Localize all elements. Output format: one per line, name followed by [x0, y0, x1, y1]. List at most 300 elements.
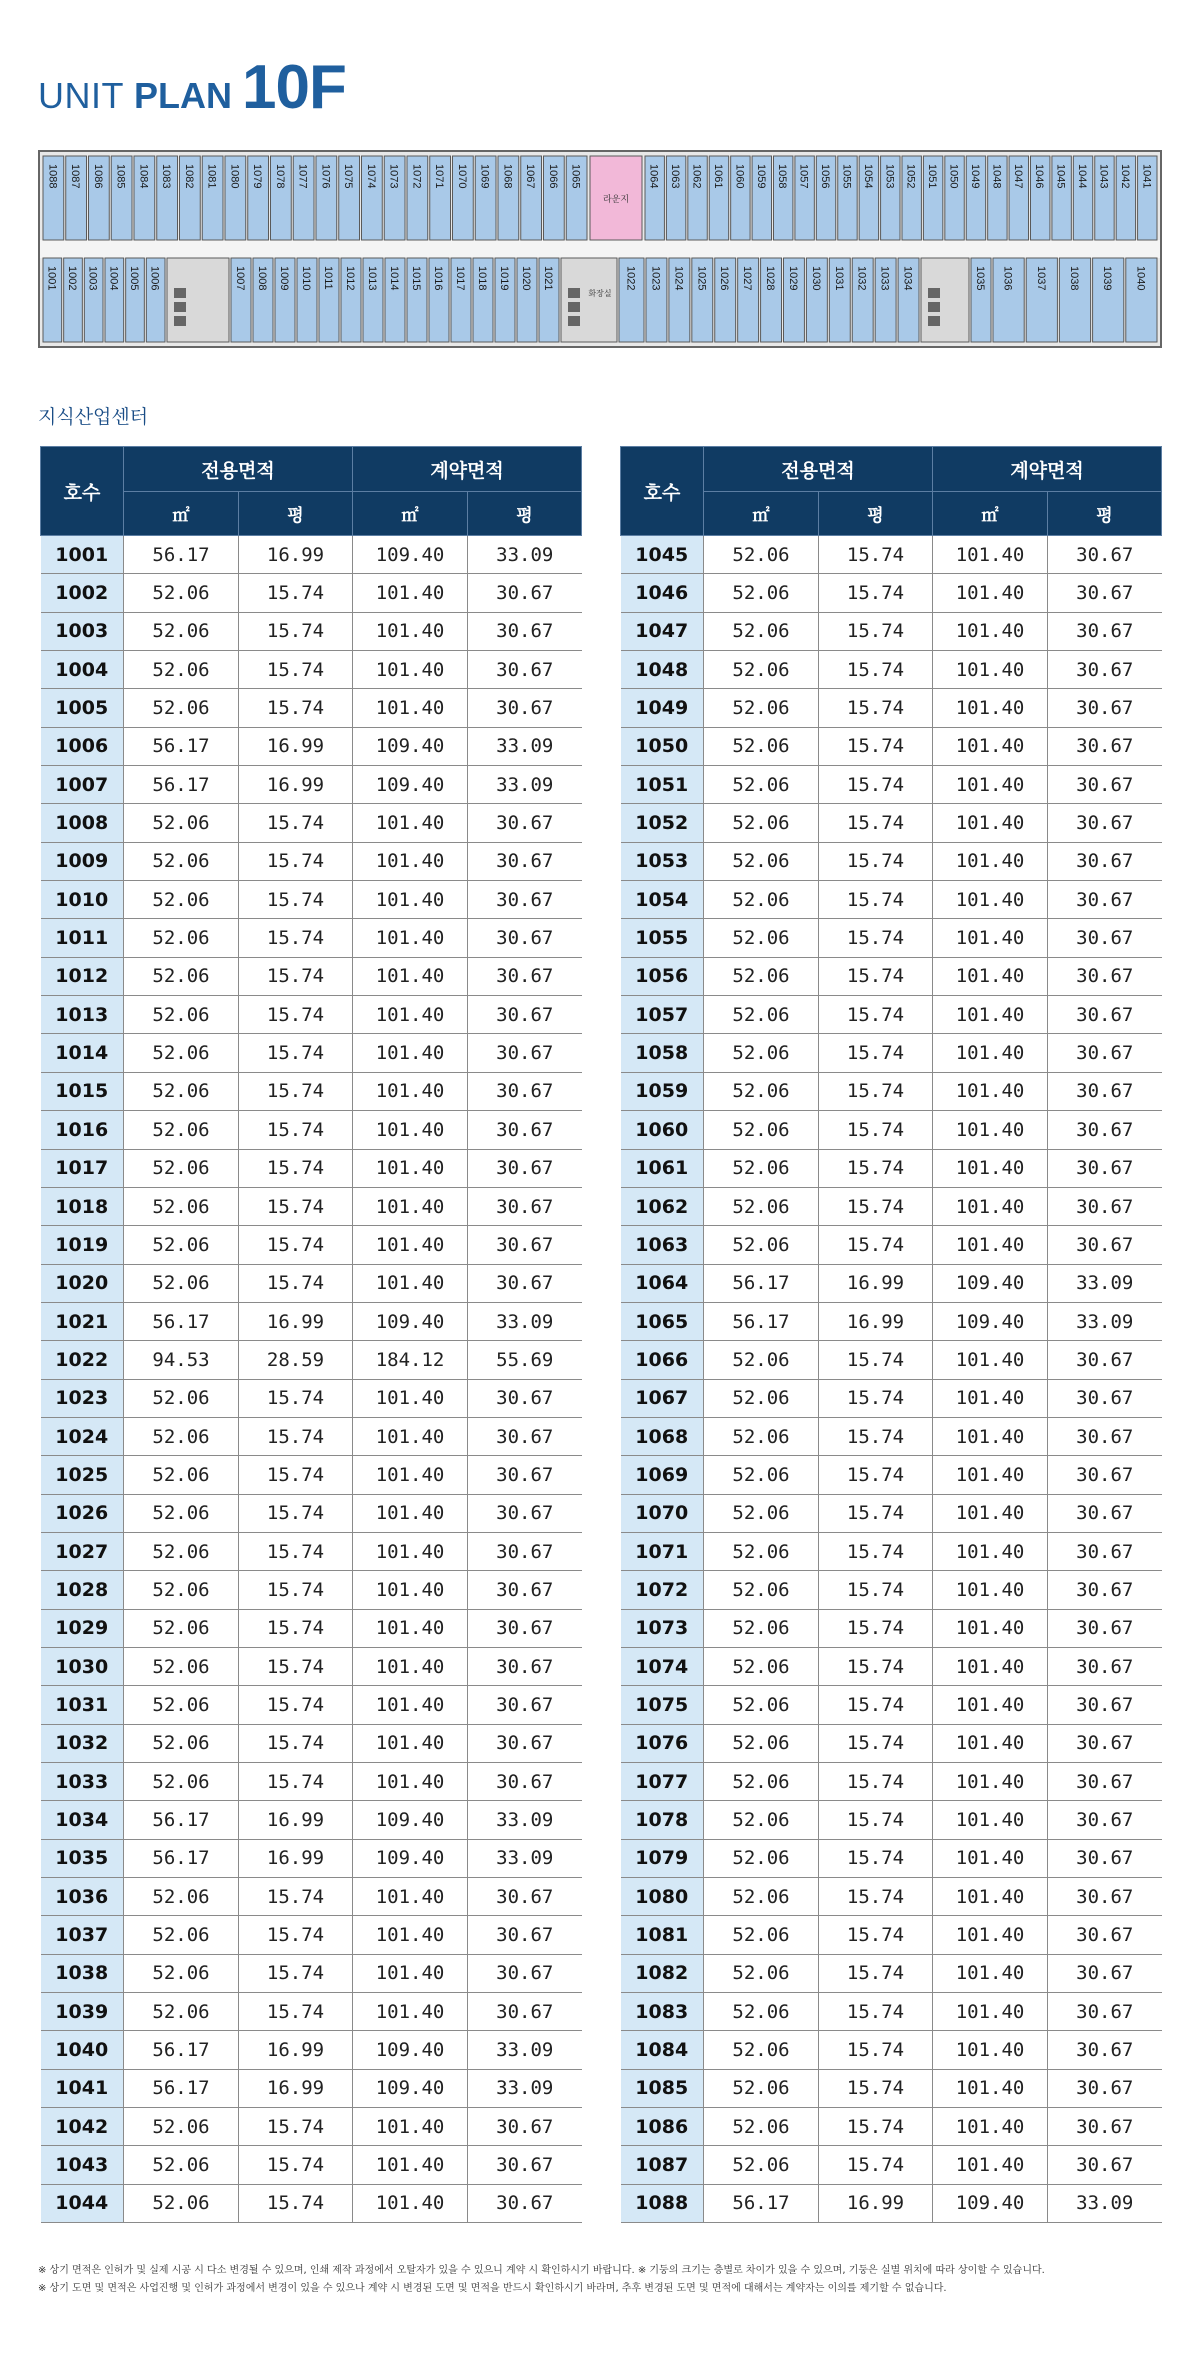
exclusive-pyeong-cell: 15.74: [819, 1111, 933, 1149]
unit-number-cell: 1058: [621, 1034, 704, 1072]
exclusive-sqm-cell: 52.06: [704, 1034, 819, 1072]
contract-pyeong-cell: 30.67: [468, 919, 582, 957]
exclusive-pyeong-cell: 15.74: [239, 881, 353, 919]
exclusive-sqm-cell: 52.06: [124, 651, 239, 689]
unit-label-1048: 1048: [990, 164, 1003, 189]
unit-number-cell: 1029: [41, 1609, 124, 1647]
unit-number-cell: 1062: [621, 1187, 704, 1225]
exclusive-pyeong-cell: 15.74: [819, 1532, 933, 1570]
unit-number-cell: 1053: [621, 842, 704, 880]
unit-label-1057: 1057: [797, 164, 810, 189]
contract-sqm-cell: 101.40: [933, 1379, 1048, 1417]
table-row: [41, 1072, 582, 1110]
exclusive-sqm-cell: 52.06: [704, 996, 819, 1034]
unit-label-1003: 1003: [86, 266, 99, 291]
contract-sqm-cell: 101.40: [933, 919, 1048, 957]
table-row: [41, 1417, 582, 1455]
unit-label-1043: 1043: [1097, 164, 1110, 189]
elevator-icon: [928, 302, 940, 312]
exclusive-sqm-cell: 52.06: [124, 1724, 239, 1762]
contract-sqm-cell: 109.40: [353, 1302, 468, 1340]
contract-pyeong-cell: 30.67: [1048, 919, 1162, 957]
elevator-icon: [174, 316, 186, 326]
header-pyeong: 평: [819, 492, 933, 536]
exclusive-pyeong-cell: 15.74: [239, 1417, 353, 1455]
exclusive-pyeong-cell: 15.74: [819, 996, 933, 1034]
exclusive-pyeong-cell: 15.74: [819, 1839, 933, 1877]
contract-pyeong-cell: 30.67: [1048, 1379, 1162, 1417]
unit-label-1064: 1064: [647, 164, 660, 189]
contract-sqm-cell: 109.40: [933, 2184, 1048, 2222]
unit-number-cell: 1042: [41, 2108, 124, 2146]
contract-sqm-cell: 101.40: [933, 1878, 1048, 1916]
exclusive-sqm-cell: 52.06: [704, 651, 819, 689]
section-label: 지식산업센터: [38, 406, 149, 428]
exclusive-pyeong-cell: 15.74: [239, 1571, 353, 1609]
table-row: [621, 2069, 1162, 2107]
page-title: [38, 52, 346, 122]
contract-pyeong-cell: 30.67: [468, 1954, 582, 1992]
exclusive-pyeong-cell: 15.74: [819, 2031, 933, 2069]
unit-number-cell: 1003: [41, 612, 124, 650]
exclusive-sqm-cell: 52.06: [704, 1187, 819, 1225]
exclusive-pyeong-cell: 15.74: [819, 1226, 933, 1264]
contract-sqm-cell: 101.40: [353, 919, 468, 957]
contract-sqm-cell: 101.40: [933, 1111, 1048, 1149]
unit-number-cell: 1032: [41, 1724, 124, 1762]
header-sqm: ㎡: [353, 492, 468, 536]
contract-pyeong-cell: 30.67: [1048, 1954, 1162, 1992]
unit-number-cell: 1022: [41, 1341, 124, 1379]
contract-pyeong-cell: 30.67: [468, 1226, 582, 1264]
unit-label-1020: 1020: [520, 266, 532, 291]
unit-number-cell: 1066: [621, 1341, 704, 1379]
contract-sqm-cell: 101.40: [353, 1226, 468, 1264]
table-row: [621, 2108, 1162, 2146]
table-row: [41, 727, 582, 765]
unit-label-1056: 1056: [819, 164, 832, 189]
exclusive-pyeong-cell: 15.74: [239, 2146, 353, 2184]
table-row: [621, 957, 1162, 995]
exclusive-sqm-cell: 52.06: [124, 1532, 239, 1570]
contract-pyeong-cell: 30.67: [468, 804, 582, 842]
exclusive-sqm-cell: 52.06: [124, 996, 239, 1034]
contract-sqm-cell: 184.12: [353, 1341, 468, 1379]
contract-pyeong-cell: 33.09: [468, 2031, 582, 2069]
exclusive-sqm-cell: 52.06: [124, 957, 239, 995]
unit-number-cell: 1076: [621, 1724, 704, 1762]
exclusive-pyeong-cell: 15.74: [819, 1878, 933, 1916]
table-row: [41, 1571, 582, 1609]
unit-label-1087: 1087: [69, 164, 82, 189]
exclusive-sqm-cell: 52.06: [124, 1686, 239, 1724]
unit-number-cell: 1017: [41, 1149, 124, 1187]
contract-sqm-cell: 101.40: [353, 1264, 468, 1302]
unit-label-1032: 1032: [855, 266, 868, 291]
footnote-1: ※ 상기 면적은 인허가 및 실제 시공 시 다소 변경될 수 있으며, 인쇄 제작 과정에서 오탈자가 있을 수 있으니 계약 시 확인하시기 바랍니다. ※ 기둥의 크기는 층별로 차이가 있을 수 있으며, 기둥은 실별 위치에 따라 상이할 수 있습니다.: [38, 2265, 1045, 2276]
table-row: [41, 1379, 582, 1417]
unit-label-1085: 1085: [114, 164, 127, 189]
exclusive-sqm-cell: 56.17: [704, 1302, 819, 1340]
contract-sqm-cell: 101.40: [933, 1149, 1048, 1187]
exclusive-sqm-cell: 52.06: [704, 1111, 819, 1149]
contract-sqm-cell: 101.40: [353, 804, 468, 842]
contract-pyeong-cell: 30.67: [1048, 881, 1162, 919]
unit-number-cell: 1069: [621, 1456, 704, 1494]
table-row: [41, 842, 582, 880]
contract-pyeong-cell: 33.09: [1048, 2184, 1162, 2222]
unit-label-1086: 1086: [91, 164, 104, 189]
unit-number-cell: 1048: [621, 651, 704, 689]
unit-label-1013: 1013: [366, 266, 378, 291]
exclusive-pyeong-cell: 15.74: [239, 2108, 353, 2146]
exclusive-pyeong-cell: 15.74: [239, 1494, 353, 1532]
exclusive-sqm-cell: 52.06: [704, 1341, 819, 1379]
header-unit-no: 호수: [41, 447, 124, 536]
contract-pyeong-cell: 30.67: [468, 612, 582, 650]
exclusive-pyeong-cell: 15.74: [819, 1993, 933, 2031]
exclusive-pyeong-cell: 15.74: [819, 1647, 933, 1685]
title-prefix: UNIT: [38, 75, 124, 116]
exclusive-pyeong-cell: 15.74: [819, 1954, 933, 1992]
unit-label-1007: 1007: [234, 266, 246, 291]
footnote-2: ※ 상기 도면 및 면적은 사업진행 및 인허가 과정에서 변경이 있을 수 있으나 계약 시 변경된 도면 및 면적을 반드시 확인하시기 바라며, 추후 변경된 도면 및 면적에 대해서는 계약자는 이의를 제기할 수 없습니다.: [38, 2283, 947, 2294]
unit-label-1024: 1024: [672, 266, 685, 291]
contract-sqm-cell: 109.40: [933, 1264, 1048, 1302]
unit-number-cell: 1031: [41, 1686, 124, 1724]
exclusive-pyeong-cell: 16.99: [819, 1302, 933, 1340]
exclusive-sqm-cell: 52.06: [124, 1993, 239, 2031]
exclusive-sqm-cell: 52.06: [124, 881, 239, 919]
exclusive-pyeong-cell: 15.74: [239, 804, 353, 842]
floor-plan-drawing: [40, 152, 1160, 346]
table-row: [621, 727, 1162, 765]
table-row: [41, 574, 582, 612]
contract-pyeong-cell: 33.09: [468, 1801, 582, 1839]
contract-pyeong-cell: 30.67: [1048, 1647, 1162, 1685]
table-row: [621, 1724, 1162, 1762]
exclusive-pyeong-cell: 15.74: [819, 1686, 933, 1724]
exclusive-pyeong-cell: 15.74: [819, 2069, 933, 2107]
table-row: [41, 1111, 582, 1149]
contract-pyeong-cell: 30.67: [1048, 1724, 1162, 1762]
contract-pyeong-cell: 55.69: [468, 1341, 582, 1379]
exclusive-pyeong-cell: 15.74: [239, 957, 353, 995]
unit-label-1017: 1017: [454, 266, 466, 291]
exclusive-sqm-cell: 52.06: [704, 842, 819, 880]
exclusive-sqm-cell: 52.06: [124, 1417, 239, 1455]
contract-pyeong-cell: 30.67: [1048, 1878, 1162, 1916]
contract-pyeong-cell: 30.67: [1048, 612, 1162, 650]
unit-number-cell: 1028: [41, 1571, 124, 1609]
unit-label-1022: 1022: [624, 266, 637, 291]
table-row: [621, 766, 1162, 804]
contract-sqm-cell: 101.40: [933, 727, 1048, 765]
exclusive-pyeong-cell: 15.74: [819, 2146, 933, 2184]
exclusive-pyeong-cell: 15.74: [239, 1456, 353, 1494]
unit-number-cell: 1056: [621, 957, 704, 995]
contract-pyeong-cell: 30.67: [468, 1993, 582, 2031]
exclusive-sqm-cell: 52.06: [124, 1571, 239, 1609]
table-row: [621, 996, 1162, 1034]
unit-label-1050: 1050: [947, 164, 960, 189]
elevator-icon: [568, 288, 580, 298]
contract-sqm-cell: 101.40: [933, 881, 1048, 919]
exclusive-sqm-cell: 52.06: [704, 2108, 819, 2146]
table-row: [41, 1609, 582, 1647]
unit-label-1001: 1001: [45, 266, 58, 291]
table-row: [41, 766, 582, 804]
contract-pyeong-cell: 30.67: [1048, 1916, 1162, 1954]
table-row: [621, 804, 1162, 842]
contract-pyeong-cell: 30.67: [1048, 1494, 1162, 1532]
exclusive-sqm-cell: 52.06: [704, 1878, 819, 1916]
exclusive-pyeong-cell: 15.74: [239, 1878, 353, 1916]
table-row: [621, 1456, 1162, 1494]
exclusive-sqm-cell: 52.06: [704, 1839, 819, 1877]
contract-pyeong-cell: 30.67: [468, 1609, 582, 1647]
exclusive-pyeong-cell: 15.74: [819, 804, 933, 842]
table-row: [621, 1034, 1162, 1072]
unit-number-cell: 1037: [41, 1916, 124, 1954]
unit-label-1004: 1004: [107, 266, 120, 291]
contract-pyeong-cell: 30.67: [1048, 574, 1162, 612]
unit-label-1008: 1008: [256, 266, 268, 291]
unit-label-1063: 1063: [669, 164, 682, 189]
exclusive-pyeong-cell: 15.74: [239, 1763, 353, 1801]
contract-sqm-cell: 109.40: [353, 1801, 468, 1839]
contract-pyeong-cell: 30.67: [1048, 1226, 1162, 1264]
header-sqm: ㎡: [704, 492, 819, 536]
exclusive-sqm-cell: 52.06: [704, 1993, 819, 2031]
contract-pyeong-cell: 30.67: [468, 957, 582, 995]
exclusive-sqm-cell: 52.06: [124, 1034, 239, 1072]
contract-sqm-cell: 101.40: [353, 574, 468, 612]
table-row: [621, 651, 1162, 689]
table-row: [621, 1417, 1162, 1455]
unit-label-1025: 1025: [695, 266, 708, 291]
contract-pyeong-cell: 30.67: [1048, 2031, 1162, 2069]
exclusive-pyeong-cell: 15.74: [239, 1187, 353, 1225]
table-row: [621, 1226, 1162, 1264]
contract-sqm-cell: 101.40: [933, 1686, 1048, 1724]
unit-number-cell: 1060: [621, 1111, 704, 1149]
contract-sqm-cell: 101.40: [933, 612, 1048, 650]
header-unit-no: 호수: [621, 447, 704, 536]
exclusive-sqm-cell: 52.06: [704, 1801, 819, 1839]
contract-sqm-cell: 101.40: [933, 1571, 1048, 1609]
table-row: [41, 1954, 582, 1992]
contract-pyeong-cell: 30.67: [468, 689, 582, 727]
contract-sqm-cell: 101.40: [353, 2108, 468, 2146]
exclusive-pyeong-cell: 15.74: [239, 612, 353, 650]
contract-sqm-cell: 101.40: [933, 651, 1048, 689]
contract-sqm-cell: 101.40: [933, 957, 1048, 995]
contract-pyeong-cell: 30.67: [468, 1072, 582, 1110]
unit-number-cell: 1054: [621, 881, 704, 919]
exclusive-pyeong-cell: 15.74: [819, 881, 933, 919]
exclusive-sqm-cell: 52.06: [124, 1072, 239, 1110]
unit-label-1071: 1071: [433, 164, 446, 189]
exclusive-pyeong-cell: 15.74: [239, 574, 353, 612]
unit-label-1068: 1068: [501, 164, 514, 189]
contract-sqm-cell: 101.40: [933, 1801, 1048, 1839]
exclusive-sqm-cell: 52.06: [124, 1456, 239, 1494]
unit-label-1049: 1049: [968, 164, 981, 189]
contract-sqm-cell: 101.40: [933, 1456, 1048, 1494]
header-pyeong: 평: [239, 492, 353, 536]
exclusive-sqm-cell: 52.06: [124, 2184, 239, 2222]
contract-pyeong-cell: 33.09: [468, 2069, 582, 2107]
exclusive-pyeong-cell: 15.74: [239, 996, 353, 1034]
exclusive-pyeong-cell: 15.74: [239, 1647, 353, 1685]
unit-label-1079: 1079: [251, 164, 264, 189]
contract-sqm-cell: 101.40: [353, 1609, 468, 1647]
table-row: [621, 574, 1162, 612]
contract-sqm-cell: 101.40: [353, 1686, 468, 1724]
contract-pyeong-cell: 30.67: [1048, 842, 1162, 880]
exclusive-pyeong-cell: 15.74: [239, 1111, 353, 1149]
exclusive-sqm-cell: 52.06: [704, 1226, 819, 1264]
unit-number-cell: 1004: [41, 651, 124, 689]
unit-number-cell: 1009: [41, 842, 124, 880]
contract-pyeong-cell: 33.09: [468, 766, 582, 804]
unit-number-cell: 1036: [41, 1878, 124, 1916]
contract-pyeong-cell: 30.67: [1048, 1609, 1162, 1647]
contract-pyeong-cell: 30.67: [1048, 1532, 1162, 1570]
contract-pyeong-cell: 33.09: [468, 1302, 582, 1340]
contract-pyeong-cell: 30.67: [468, 2146, 582, 2184]
contract-pyeong-cell: 30.67: [468, 1111, 582, 1149]
unit-number-cell: 1020: [41, 1264, 124, 1302]
unit-label-1052: 1052: [904, 164, 917, 189]
contract-pyeong-cell: 33.09: [468, 536, 582, 574]
unit-label-1037: 1037: [1034, 266, 1047, 291]
exclusive-sqm-cell: 52.06: [704, 1149, 819, 1187]
unit-label-1029: 1029: [786, 266, 799, 291]
table-row: [41, 957, 582, 995]
unit-label-1040: 1040: [1134, 266, 1147, 291]
core-0: [167, 258, 229, 342]
unit-number-cell: 1014: [41, 1034, 124, 1072]
unit-label-1033: 1033: [878, 266, 891, 291]
unit-label-1041: 1041: [1140, 164, 1153, 189]
table-row: [41, 1532, 582, 1570]
table-row: [41, 1801, 582, 1839]
exclusive-sqm-cell: 52.06: [704, 1417, 819, 1455]
contract-sqm-cell: 101.40: [353, 1187, 468, 1225]
unit-label-1036: 1036: [1001, 266, 1014, 291]
table-row: [621, 1916, 1162, 1954]
unit-number-cell: 1051: [621, 766, 704, 804]
unit-number-cell: 1059: [621, 1072, 704, 1110]
contract-pyeong-cell: 30.67: [468, 881, 582, 919]
exclusive-pyeong-cell: 15.74: [819, 1763, 933, 1801]
exclusive-sqm-cell: 52.06: [124, 1264, 239, 1302]
exclusive-sqm-cell: 52.06: [704, 1379, 819, 1417]
exclusive-pyeong-cell: 15.74: [819, 1034, 933, 1072]
unit-number-cell: 1075: [621, 1686, 704, 1724]
table-row: [41, 881, 582, 919]
contract-pyeong-cell: 30.67: [1048, 1839, 1162, 1877]
exclusive-sqm-cell: 52.06: [704, 2146, 819, 2184]
contract-pyeong-cell: 33.09: [1048, 1264, 1162, 1302]
exclusive-pyeong-cell: 15.74: [239, 1149, 353, 1187]
contract-sqm-cell: 101.40: [353, 881, 468, 919]
exclusive-sqm-cell: 52.06: [704, 804, 819, 842]
contract-sqm-cell: 101.40: [353, 1456, 468, 1494]
contract-pyeong-cell: 30.67: [1048, 2146, 1162, 2184]
table-row: [621, 1341, 1162, 1379]
exclusive-pyeong-cell: 16.99: [239, 727, 353, 765]
header-exclusive-area: 전용면적: [124, 447, 353, 492]
table-row: [621, 1149, 1162, 1187]
table-row: [41, 919, 582, 957]
contract-sqm-cell: 101.40: [933, 804, 1048, 842]
unit-label-1026: 1026: [718, 266, 731, 291]
unit-number-cell: 1021: [41, 1302, 124, 1340]
contract-sqm-cell: 101.40: [933, 1187, 1048, 1225]
exclusive-pyeong-cell: 15.74: [819, 1801, 933, 1839]
exclusive-sqm-cell: 52.06: [704, 689, 819, 727]
exclusive-pyeong-cell: 15.74: [819, 689, 933, 727]
contract-sqm-cell: 101.40: [353, 1571, 468, 1609]
table-row: [621, 919, 1162, 957]
contract-pyeong-cell: 30.67: [468, 1417, 582, 1455]
contract-pyeong-cell: 30.67: [1048, 2069, 1162, 2107]
unit-number-cell: 1061: [621, 1149, 704, 1187]
unit-label-1023: 1023: [649, 266, 662, 291]
unit-number-cell: 1030: [41, 1647, 124, 1685]
exclusive-sqm-cell: 56.17: [124, 2069, 239, 2107]
unit-label-1005: 1005: [128, 266, 140, 291]
contract-sqm-cell: 101.40: [933, 1072, 1048, 1110]
elevator-icon: [568, 316, 580, 326]
unit-label-1075: 1075: [342, 164, 355, 189]
exclusive-pyeong-cell: 15.74: [239, 1993, 353, 2031]
exclusive-pyeong-cell: 15.74: [239, 1954, 353, 1992]
table-row: [41, 1763, 582, 1801]
exclusive-sqm-cell: 52.06: [124, 574, 239, 612]
contract-pyeong-cell: 30.67: [1048, 2108, 1162, 2146]
contract-sqm-cell: 109.40: [353, 2031, 468, 2069]
contract-sqm-cell: 101.40: [353, 689, 468, 727]
contract-pyeong-cell: 30.67: [1048, 1187, 1162, 1225]
exclusive-pyeong-cell: 15.74: [819, 651, 933, 689]
unit-label-1010: 1010: [300, 266, 312, 291]
contract-sqm-cell: 101.40: [933, 1916, 1048, 1954]
unit-label-1077: 1077: [296, 164, 309, 189]
contract-sqm-cell: 101.40: [933, 1647, 1048, 1685]
exclusive-sqm-cell: 52.06: [124, 804, 239, 842]
exclusive-pyeong-cell: 15.74: [819, 1379, 933, 1417]
unit-number-cell: 1044: [41, 2184, 124, 2222]
exclusive-pyeong-cell: 15.74: [819, 766, 933, 804]
table-row: [41, 1187, 582, 1225]
table-row: [621, 1609, 1162, 1647]
contract-sqm-cell: 101.40: [353, 1954, 468, 1992]
contract-pyeong-cell: 30.67: [1048, 1034, 1162, 1072]
floor-plan: [38, 150, 1162, 348]
contract-pyeong-cell: 30.67: [1048, 766, 1162, 804]
contract-sqm-cell: 101.40: [353, 651, 468, 689]
table-row: [41, 1839, 582, 1877]
unit-label-1070: 1070: [455, 164, 468, 189]
contract-pyeong-cell: 30.67: [1048, 1571, 1162, 1609]
contract-pyeong-cell: 30.67: [468, 1034, 582, 1072]
unit-number-cell: 1033: [41, 1763, 124, 1801]
unit-number-cell: 1035: [41, 1839, 124, 1877]
